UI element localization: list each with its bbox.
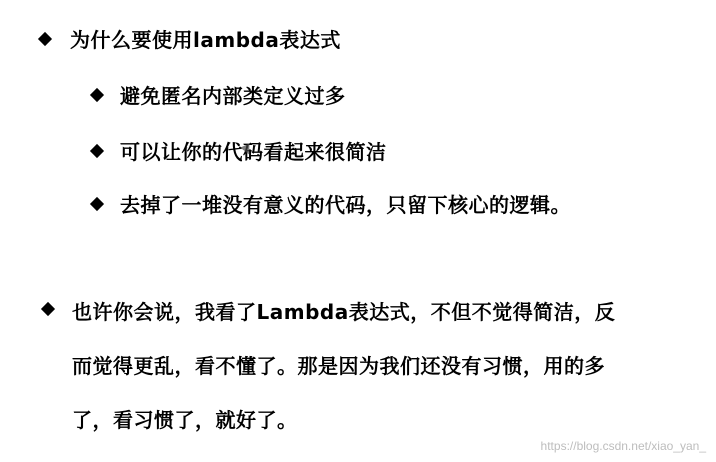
paragraph-line-2: 而觉得更乱，看不懂了。那是因为我们还没有习惯，用的多 (72, 354, 605, 378)
sub-bullet-concise-code (92, 136, 387, 165)
sub-bullet-text: 避免匿名内部类定义过多 (120, 84, 346, 108)
sub-bullet-avoid-anonymous-classes (92, 80, 346, 109)
diamond-bullet-icon (38, 31, 52, 45)
sub-bullet-text: 可以让你的代码看起来很简洁 (120, 140, 387, 164)
diamond-bullet-icon (90, 143, 104, 157)
sub-bullet-text: 去掉了一堆没有意义的代码，只留下核心的逻辑。 (120, 193, 571, 217)
diamond-bullet-icon (41, 302, 55, 316)
paragraph-line-1: 也许你会说，我看了Lambda表达式，不但不觉得简洁，反 (72, 300, 616, 324)
watermark: https://blog.csdn.net/xiao_yan_ (540, 439, 706, 453)
bullet-text: 为什么要使用lambda表达式 (70, 28, 341, 52)
paragraph-line-3: 了，看习惯了，就好了。 (72, 408, 298, 432)
diamond-bullet-icon (90, 87, 104, 101)
sub-bullet-core-logic (92, 189, 571, 218)
diamond-bullet-icon (90, 196, 104, 210)
bullet-why-lambda (40, 24, 341, 53)
